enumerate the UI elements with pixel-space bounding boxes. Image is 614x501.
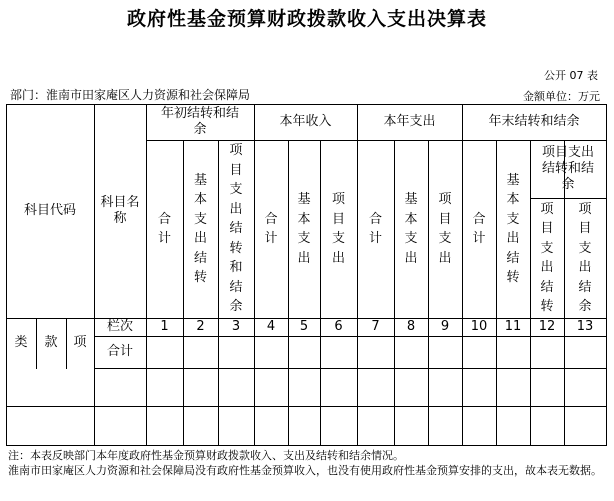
column-number: 1 bbox=[160, 318, 169, 334]
budget-table bbox=[6, 104, 606, 445]
department-label: 部门：淮南市田家庵区人力资源和社会保障局 bbox=[10, 88, 251, 102]
unit-label: 金额单位：万元 bbox=[523, 90, 600, 103]
end-balance-header: 年末结转和结余 bbox=[488, 113, 580, 129]
income-header: 本年收入 bbox=[279, 113, 332, 129]
xiang-header: 项 bbox=[73, 334, 87, 350]
end-basic-header: 基 本 支 出 结 转 bbox=[506, 172, 520, 285]
income-basic-header: 基 本 支 出 bbox=[297, 192, 311, 266]
grid-line bbox=[6, 445, 607, 446]
lanci-label: 栏次 bbox=[106, 318, 133, 334]
begin-project-header: 项 目 支 出 结 转 和 结 余 bbox=[229, 143, 243, 315]
lei-header: 类 bbox=[14, 334, 28, 350]
column-number: 3 bbox=[231, 318, 241, 334]
kuan-header: 款 bbox=[44, 334, 58, 350]
expense-project-header: 项 目 支 出 bbox=[438, 192, 452, 266]
subject-name-header: 科目名称 bbox=[100, 194, 140, 226]
begin-basic-header: 基 本 支 出 结 转 bbox=[193, 172, 207, 285]
income-project-header: 项 目 支 出 bbox=[331, 192, 345, 266]
end-project-jy-header: 项 目 支 出 结 余 bbox=[578, 201, 592, 314]
grid-line bbox=[606, 104, 607, 446]
page-title: 政府性基金预算财政拨款收入支出决算表 bbox=[126, 8, 487, 30]
column-number: 9 bbox=[440, 318, 450, 334]
heji-label: 合计 bbox=[106, 343, 133, 359]
column-number: 2 bbox=[196, 318, 205, 334]
note-line-1: 注：本表反映部门本年度政府性基金预算财政拨款收入、支出及结转和结余情况。 bbox=[8, 449, 404, 462]
column-number: 11 bbox=[504, 318, 522, 334]
expense-basic-header: 基 本 支 出 bbox=[404, 192, 418, 266]
column-number: 7 bbox=[371, 318, 380, 334]
end-total-header: 合 计 bbox=[472, 211, 486, 246]
column-number: 10 bbox=[470, 318, 488, 334]
column-number: 6 bbox=[334, 318, 343, 334]
column-number: 8 bbox=[406, 318, 416, 334]
column-number: 13 bbox=[576, 318, 594, 334]
column-number: 4 bbox=[266, 318, 276, 334]
grid-line bbox=[6, 406, 607, 407]
expense-header: 本年支出 bbox=[383, 113, 436, 129]
form-number: 公开 07 表 bbox=[544, 69, 598, 82]
column-number: 5 bbox=[299, 318, 309, 334]
income-total-header: 合 计 bbox=[264, 211, 278, 246]
column-number: 12 bbox=[538, 318, 556, 334]
end-project-group-header: 项目支出结转和结余 bbox=[541, 144, 594, 193]
note-line-2: 淮南市田家庵区人力资源和社会保障局没有政府性基金预算收入，也没有使用政府性基金预算安排的支出，故本表无数据。 bbox=[8, 464, 602, 477]
end-project-jz-header: 项 目 支 出 结 转 bbox=[540, 201, 554, 314]
expense-total-header: 合 计 bbox=[368, 211, 382, 246]
begin-balance-header: 年初结转和结余 bbox=[160, 105, 239, 137]
subject-code-header: 科目代码 bbox=[23, 202, 76, 218]
begin-total-header: 合 计 bbox=[157, 211, 171, 246]
